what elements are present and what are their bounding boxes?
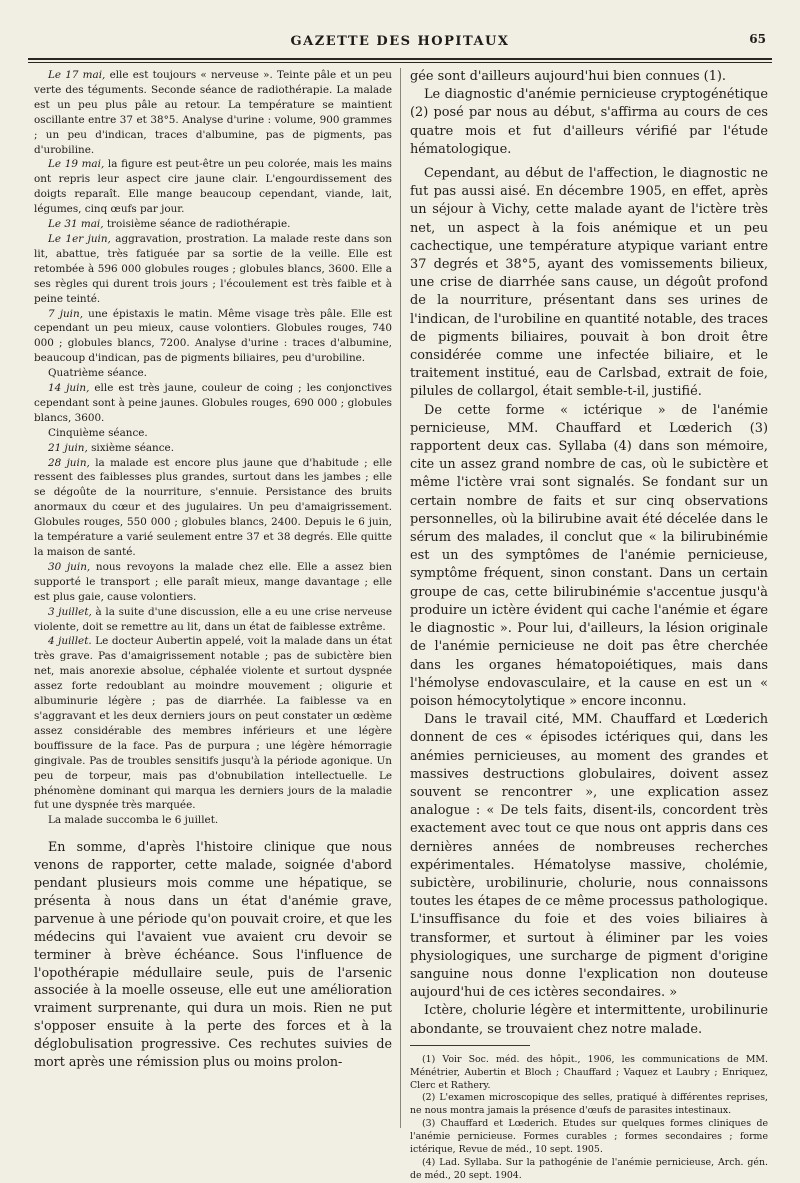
case-paragraph: Le 17 mai, elle est toujours « nerveuse ». Teinte pâle et un peu verte des téguments. Seconde séance de radiothérapie. La malade est un peu plus pâle au retour. La température se maintient oscillante entre 37 et 38°5. Analyse d'urine : volume, 900 grammes ; un peu d'indican, traces d'albumine, pas de pigments, pas d'urobiline.: [34, 69, 392, 156]
case-paragraph: 7 juin, une épistaxis le matin. Même visage très pâle. Elle est cependant un peu mieux, cause volontiers. Globules rouges, 740 000 ; globules blancs, 7200. Analyse d'urine : traces d'albumine, beaucoup d'indican, pas de pigments biliaires, peu d'urobiline.: [34, 307, 392, 365]
case-paragraph: 30 juin, nous revoyons la malade chez elle. Elle a assez bien supporté le transport ; elle paraît mieux, mange davantage ; elle est plus gaie, cause volontiers.: [34, 560, 392, 603]
case-date: 21 juin,: [48, 441, 88, 454]
case-date: Le 19 mai,: [48, 158, 105, 171]
header-rule: [28, 58, 772, 60]
left-column: [34, 68, 392, 1128]
case-date: 7 juin,: [48, 307, 83, 320]
footnote: (3) Chauffard et Lœderich. Etudes sur quelques formes cliniques de l'anémie pernicieuse. Formes curables ; formes secondaires ; forme ictérique, Revue de méd., 10 sept. 1905.: [410, 1118, 768, 1156]
case-date: Le 31 mai,: [48, 218, 104, 231]
running-title: GAZETTE DES HOPITAUX: [290, 34, 510, 49]
header-rule-thin: [28, 62, 772, 63]
page-header: [28, 26, 772, 56]
case-paragraph: 21 juin, sixième séance.: [48, 441, 175, 454]
case-date: Le 17 mai,: [48, 69, 106, 81]
body-paragraph: gée sont d'ailleurs aujourd'hui bien connues (1).: [410, 69, 727, 84]
body-paragraph: Ictère, cholurie légère et intermittente, urobilinurie abondante, se trouvaient chez notre malade.: [410, 1003, 768, 1037]
case-date: 14 juin,: [48, 382, 90, 395]
body-paragraph: Cependant, au début de l'affection, le diagnostic ne fut pas aussi aisé. En décembre 1905, en effet, après un séjour à Vichy, cette malade ayant de l'ictère très net, un aspect à la fois anémique et un peu cachectique, une température atypique variant entre 37 degrés et 38°5, ayant des vomissements bilieux, une crise de diarrhée sans cause, un dégoût profond de la nourriture, présentant dans ses urines de l'indican, de l'urobiline en quantité notable, des traces de pigments biliaires, pouvait à bon droit être considérée comme une infectée biliaire, et le traitement institué, eau de Carlsbad, extrait de foie, pilules de collargol, était semble-t-il, justifié.: [410, 166, 768, 400]
discussion: [34, 838, 392, 1071]
footnote-rule: [410, 1045, 530, 1046]
case-date: 28 juin,: [48, 456, 90, 469]
case-paragraph: Le 19 mai, la figure est peut-être un peu colorée, mais les mains ont repris leur aspect cire jaune clair. L'engourdissement des doigts reparaît. Elle mange beaucoup cependant, viande, lait, légumes, cinq œufs par jour.: [34, 158, 392, 216]
body-paragraph: En somme, d'après l'histoire clinique que nous venons de rapporter, cette malade, soignée d'abord pendant plusieurs mois comme une hépatique, se présenta à nous dans un état d'anémie grave, parvenue à une période qu'on pouvait croire, et que les médecins qui l'avaient vue avaient cru devoir se terminer à brève échéance. Sous l'influence de l'opothérapie médullaire seule, puis de l'arsenic associée à la moelle osseuse, elle eut une amélioration vraiment surprenante, qui dura un mois. Rien ne put s'opposer ensuite à la perte des forces et à la déglobulisation progressive. Ces rechutes suivies de mort après une rémission plus ou moins prolon-: [34, 839, 392, 1070]
case-paragraph: 14 juin, elle est très jaune, couleur de coing ; les conjonctives cependant sont à peine jaunes. Globules rouges, 690 000 ; globules blancs, 3600.: [34, 382, 393, 424]
case-date: 30 juin,: [48, 560, 91, 573]
body-paragraph: Dans le travail cité, MM. Chauffard et Lœderich donnent de ces « épisodes ictériques qui, dans les anémies pernicieuses, au moment des grandes et massives destructions globulaires, doivent assez souvent se rencontrer », une explication assez analogue : « De tels faits, disent-ils, concordent très exactement avec tout ce que nous ont appris dans ces dernières années de nombreuses recherches expérimentales. Hématolyse massive, cholémie, subictère, urobilinurie, cholurie, nous connaissons toutes les étapes de ce même processus pathologique. L'insuffisance du foie et des voies biliaires à transformer, et surtout à éliminer par les voies physiologiques, une surcharge de pigment d'origine sanguine nous donne l'explication non douteuse aujourd'hui de ces ictères secondaires. »: [410, 712, 768, 1001]
case-date: Le 1er juin,: [48, 232, 111, 245]
right-column: [410, 68, 768, 1181]
body-paragraph: Le diagnostic d'anémie pernicieuse cryptogénétique (2) posé par nous au début, s'affirma au cours de ces quatre mois et fut d'ailleurs vérifié par l'étude hématologique.: [410, 87, 768, 157]
case-date: 4 juillet.: [48, 635, 92, 648]
case-paragraph: Le 31 mai, troisième séance de radiothérapie.: [48, 218, 291, 231]
case-paragraph: 3 juillet, à la suite d'une discussion, elle a eu une crise nerveuse violente, doit se remettre au lit, dans un état de faiblesse extrême.: [34, 605, 392, 633]
footnote: (1) Voir Soc. méd. des hôpit., 1906, les communications de MM. Ménétrier, Aubertin et Bloch ; Chauffard ; Vaquez et Laubry ; Enriquez, Clerc et Rathery.: [410, 1053, 768, 1091]
case-paragraph: La malade succomba le 6 juillet.: [48, 814, 219, 827]
case-paragraph: 4 juillet. Le docteur Aubertin appelé, voit la malade dans un état très grave. Pas d'amaigrissement notable ; pas de subictère bien net, mais anorexie absolue, céphalée violente et surtout dyspnée assez forte redoublant au moindre mouvement ; oligurie et albuminurie légère ; pas de diarrhée. La faiblesse va en s'aggravant et les deux derniers jours on peut constater un œdème assez considérable des membres inférieurs et une légère bouffissure de la face. Pas de purpura ; une légère hémorragie gingivale. Pas de troubles sensitifs jusqu'à la période agonique. Un peu de torpeur, mais pas d'obnubilation intellectuelle. Le phénomène dominant qui marqua les derniers jours de la maladie fut une dyspnée très marquée.: [34, 635, 392, 812]
case-paragraph: Quatrième séance.: [48, 367, 147, 380]
footnote: (4) Lad. Syllaba. Sur la pathogénie de l'anémie pernicieuse, Arch. gén. de méd., 20 sept. 1904.: [410, 1157, 768, 1181]
discussion-continued: [410, 68, 768, 1039]
footnote: (2) L'examen microscopique des selles, pratiqué à différentes reprises, ne nous montra jamais la présence d'œufs de parasites intestinaux.: [410, 1092, 768, 1117]
body-paragraph: De cette forme « ictérique » de l'anémie pernicieuse, MM. Chauffard et Lœderich (3) rapportent deux cas. Syllaba (4) dans son mémoire, cite un assez grand nombre de cas, où le subictère et même l'ictère vrai sont signalés. Se fondant sur un certain nombre de faits et sur cinq observations personnelles, où la bilirubine avait été décelée dans le sérum des malades, il conclut que « la bilirubinémie est un des symptômes de l'anémie pernicieuse, symptôme fréquent, sinon constant. Dans un certain groupe de cas, cette bilirubinémie s'accentue jusqu'à produire un ictère évident qui cache l'anémie et égare le diagnostic ». Pour lui, d'ailleurs, la lésion originale de l'anémie pernicieuse ne doit pas être cherchée dans les organes hématopoiétiques, mais dans l'hémolyse endovasculaire, et la cause en est un « poison hémocytolytique » encore inconnu.: [410, 402, 768, 709]
case-paragraph: 28 juin, la malade est encore plus jaune que d'habitude ; elle ressent des faiblesses plus grandes, surtout dans les jambes ; elle se dégoûte de la nourriture, s'ennuie. Persistance des bruits anormaux du cœur et des jugulaires. Un peu d'amaigrissement. Globules rouges, 550 000 ; globules blancs, 2400. Depuis le 6 juin, la température a varié seulement entre 37 et 38 degrés. Elle quitte la maison de santé.: [34, 456, 392, 558]
footnotes: [410, 1054, 768, 1183]
column-divider: [400, 68, 401, 1128]
case-date: 3 juillet,: [48, 605, 92, 618]
case-paragraph: Le 1er juin, aggravation, prostration. La malade reste dans son lit, abattue, très fatiguée par sa sortie de la veille. Elle est retombée à 596 000 globules rouges ; globules blancs, 3600. Elle a ses règles qui durent trois jours ; l'écoulement est très faible et à peine teinté.: [34, 232, 392, 305]
case-paragraph: Cinquième séance.: [48, 426, 148, 439]
case-history: [34, 68, 392, 828]
page-number: 65: [749, 32, 766, 46]
